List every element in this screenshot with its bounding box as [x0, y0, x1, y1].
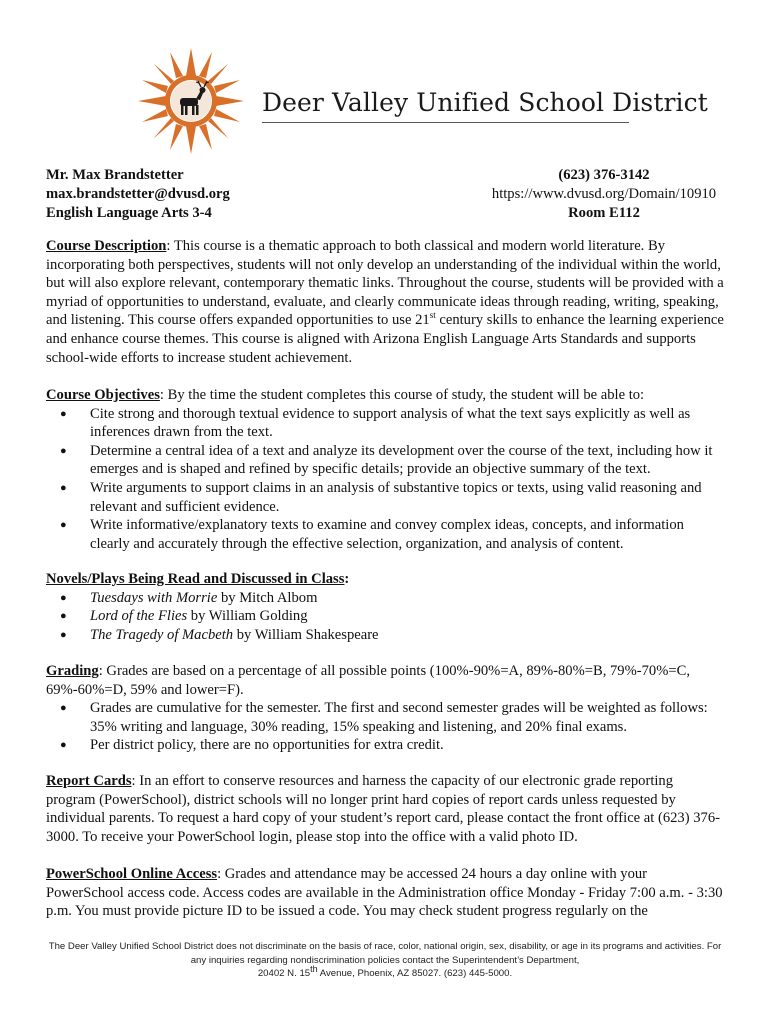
section-text: : This course is a thematic approach to both classical and modern world literature. By incorporating both perspectives, students will not only develop an understanding of the individual within the world, but will also explore relevant, contemporary thematic links. Throughout the course, students will be provided with a myriad of opportunities to understand, evaluate, and clearly communicate ideas through reading, writing, speaking, and listening. This course offers expanded opportunities to use 21 [46, 238, 724, 329]
class-website-link[interactable]: https://www.dvusd.org/Domain/10910 [491, 186, 717, 202]
class-contact-block [484, 166, 724, 223]
report-cards-section [46, 772, 726, 846]
district-name: Deer Valley Unified School District [262, 88, 708, 117]
teacher-name: Mr. Max Brandstetter [46, 167, 184, 183]
footer-address [40, 963, 730, 981]
list-item: ● Grades are cumulative for the semester. The first and second semester grades will be weighted as follows: 35% writing and language, 30% reading, 15% speaking and listening, and 20% final exams. [46, 699, 726, 736]
list-item: ● Cite strong and thorough textual evidence to support analysis of what the text says explicitly as well as inferences drawn from the text. [46, 405, 726, 442]
section-heading: Course Description [46, 238, 167, 254]
footer-text: 20402 N. 15 [257, 968, 311, 979]
grading-section [46, 662, 726, 755]
section-heading: Course Objectives [46, 387, 160, 403]
course-name: English Language Arts 3-4 [46, 205, 212, 221]
room-number: Room E112 [568, 205, 640, 221]
list-item [46, 626, 726, 645]
powerschool-section [46, 865, 726, 921]
book-title: The Tragedy of Macbeth [90, 626, 234, 643]
footer-text: Avenue, Phoenix, AZ 85027. (623) 445-5000. [317, 968, 513, 979]
list-item: ● Determine a central idea of a text and analyze its development over the course of the text, including how it emerges and is shaped and refined by specific details; provide an objective summary of the text. [46, 442, 726, 479]
grading-list [46, 699, 726, 755]
section-text: : By the time the student completes this course of study, the student will be able to: [159, 387, 645, 403]
novels-list [46, 589, 726, 645]
book-title: Lord of the Flies [90, 608, 188, 625]
district-sun-logo-icon [136, 46, 246, 156]
teacher-contact-block [46, 166, 230, 223]
section-heading: PowerSchool Online Access [46, 866, 218, 882]
book-author: by Mitch Albom [217, 589, 318, 606]
list-item [46, 589, 726, 608]
book-title: Tuesdays with Morrie [90, 589, 218, 606]
phone-number: (623) 376-3142 [558, 167, 650, 183]
section-heading: Novels/Plays Being Read and Discussed in Class [46, 571, 345, 587]
book-author: by William Shakespeare [233, 626, 379, 643]
course-description-section [46, 237, 726, 367]
superscript: th [310, 963, 318, 974]
header-divider [262, 122, 629, 123]
nondiscrimination-footer [40, 940, 730, 981]
heading-colon: : [344, 571, 350, 587]
objectives-list [46, 405, 726, 554]
list-item: ● Per district policy, there are no opportunities for extra credit. [46, 736, 726, 755]
course-objectives-section [46, 386, 726, 553]
list-item: ● Write informative/explanatory texts to examine and convey complex ideas, concepts, and information clearly and accurately through the effective selection, organization, and analysis of content. [46, 516, 726, 553]
footer-line: The Deer Valley Unified School District does not discriminate on the basis of race, color, national origin, sex, disability, or age in its programs and activities. For any inquiries regarding nondiscrimination policies contact the Superintendent’s Department, [48, 941, 722, 966]
novels-section [46, 570, 726, 644]
section-text: : Grades and attendance may be accessed 24 hours a day online with your PowerSchool access code. Access codes are available in the Administration office Monday - Friday 7:00 a.m. - 3:30 p.m. You must provide picture ID to be issued a code. You may check student progress regularly on the [46, 866, 723, 920]
section-text: : Grades are based on a percentage of all possible points (100%-90%=A, 89%-80%=B, 79%-70%=C, 69%-60%=D, 59% and lower=F). [46, 663, 690, 698]
section-heading: Grading [46, 663, 99, 679]
teacher-email: max.brandstetter@dvusd.org [46, 186, 230, 202]
section-text: : In an effort to conserve resources and harness the capacity of our electronic grade reporting program (PowerSchool), district schools will no longer print hard copies of report cards unless requested by individual parents. To request a hard copy of your student’s report card, please contact the front office at (623) 376-3000. To receive your PowerSchool login, please stop into the office with a valid photo ID. [46, 773, 720, 845]
list-item: ● Write arguments to support claims in an analysis of substantive topics or texts, using valid reasoning and relevant and sufficient evidence. [46, 479, 726, 516]
list-item [46, 607, 726, 626]
section-text: century skills to enhance the learning experience and enhance course themes. This course is aligned with Arizona English Language Arts Standards and supports school-wide efforts to increase student achievement. [46, 312, 724, 366]
section-heading: Report Cards [46, 773, 132, 789]
book-author: by William Golding [187, 608, 308, 625]
superscript: st [429, 310, 436, 321]
